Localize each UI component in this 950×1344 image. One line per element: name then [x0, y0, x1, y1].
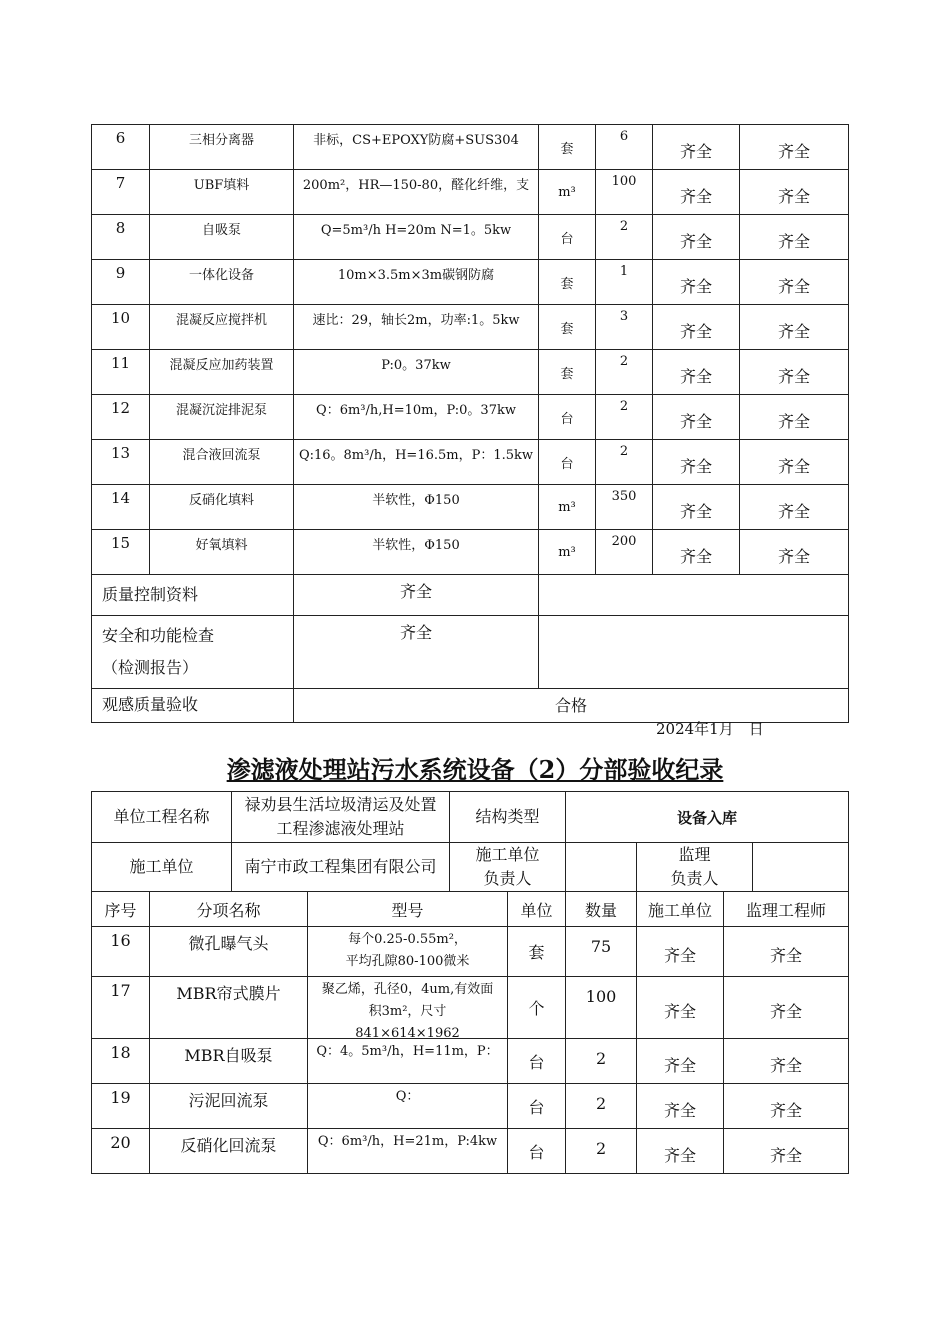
row-supervision-status: 齐全	[724, 1129, 849, 1174]
row-supervision-status: 齐全	[740, 440, 849, 485]
table-row	[92, 125, 849, 170]
row-model-text	[308, 1041, 507, 1063]
row-seq: 12	[92, 395, 150, 440]
row-unit: 台	[539, 215, 596, 260]
row-quantity: 2	[596, 395, 653, 440]
row-item-name: 混凝沉淀排泥泵	[150, 395, 294, 440]
row-item-name: 混凝反应搅拌机	[150, 305, 294, 350]
row-construction-status: 齐全	[653, 485, 740, 530]
row-item-name: 一体化设备	[150, 260, 294, 305]
row-item-name: MBR帘式膜片	[150, 977, 308, 1039]
row-model-line-1: 每个0.25-0.55m²，	[348, 932, 467, 947]
row-quantity: 1	[596, 260, 653, 305]
row-seq: 8	[92, 215, 150, 260]
row-model-text	[308, 1086, 507, 1108]
row-construction-status: 齐全	[653, 125, 740, 170]
safety-check-label-line2: （检测报告）	[102, 658, 199, 677]
row-model-text	[308, 1131, 507, 1153]
appearance-quality-value: 合格	[294, 689, 849, 723]
column-header-name: 分项名称	[150, 892, 308, 927]
row-supervision-status: 齐全	[740, 395, 849, 440]
row-quantity: 200	[596, 530, 653, 575]
structure-type-label: 结构类型	[450, 792, 566, 843]
quality-control-value: 齐全	[294, 575, 539, 616]
row-unit: 套	[539, 305, 596, 350]
contractor-head-label-line2: 负责人	[483, 869, 532, 888]
row-model	[308, 1129, 508, 1174]
contractor-label: 施工单位	[92, 843, 232, 892]
row-seq: 20	[92, 1129, 150, 1174]
row-supervision-status: 齐全	[724, 977, 849, 1039]
row-unit: 台	[539, 395, 596, 440]
row-seq: 6	[92, 125, 150, 170]
row-unit: 套	[539, 125, 596, 170]
row-construction-status: 齐全	[637, 977, 724, 1039]
row-supervision-status: 齐全	[740, 485, 849, 530]
row-model	[308, 1039, 508, 1084]
column-header-construction: 施工单位	[637, 892, 724, 927]
row-construction-status: 齐全	[653, 260, 740, 305]
row-model: 速比：29，轴长2m，功率:1。5kw	[294, 305, 539, 350]
row-construction-status: 齐全	[653, 395, 740, 440]
equipment-table-continued	[91, 124, 849, 723]
unit-project-value-line1: 禄劝县生活垃圾清运及处置	[244, 795, 437, 814]
row-item-name: 好氧填料	[150, 530, 294, 575]
row-item-name: 混凝反应加药装置	[150, 350, 294, 395]
row-seq: 15	[92, 530, 150, 575]
row-model	[308, 977, 508, 1039]
column-header-model: 型号	[308, 892, 508, 927]
table-row	[92, 927, 849, 977]
row-supervision-status: 齐全	[740, 125, 849, 170]
row-model-line-1: Q：6m³/h，H=21m，P:4kw	[317, 1134, 498, 1149]
row-unit: 套	[508, 927, 566, 977]
row-unit: m³	[539, 530, 596, 575]
row-item-name: 反硝化回流泵	[150, 1129, 308, 1174]
row-unit: 套	[539, 260, 596, 305]
row-quantity: 75	[566, 927, 637, 977]
row-seq: 13	[92, 440, 150, 485]
row-seq: 17	[92, 977, 150, 1039]
row-construction-status: 齐全	[653, 530, 740, 575]
table-row	[92, 215, 849, 260]
supervisor-head-value	[753, 843, 849, 892]
row-construction-status: 齐全	[653, 215, 740, 260]
row-seq: 11	[92, 350, 150, 395]
page-title	[0, 750, 950, 785]
row-supervision-status: 齐全	[740, 350, 849, 395]
row-quantity: 2	[596, 350, 653, 395]
acceptance-record-table	[91, 791, 849, 1174]
row-construction-status: 齐全	[637, 1084, 724, 1129]
column-header-supervisor: 监理工程师	[724, 892, 849, 927]
row-quantity: 100	[566, 977, 637, 1039]
quality-control-remark	[539, 575, 849, 616]
row-seq: 10	[92, 305, 150, 350]
row-construction-status: 齐全	[653, 305, 740, 350]
row-quantity: 2	[596, 440, 653, 485]
row-supervision-status: 齐全	[740, 305, 849, 350]
row-model-line-1: 聚乙烯，孔径0，4um,有效面	[321, 982, 494, 997]
table-row	[92, 350, 849, 395]
row-quantity: 2	[566, 1084, 637, 1129]
row-item-name: 污泥回流泵	[150, 1084, 308, 1129]
row-supervision-status: 齐全	[740, 260, 849, 305]
row-model-line-1: Q：4。5m³/h，H=11m，P：	[316, 1044, 499, 1059]
row-seq: 14	[92, 485, 150, 530]
safety-check-label-line1: 安全和功能检查	[102, 626, 215, 645]
row-construction-status: 齐全	[637, 927, 724, 977]
table-row	[92, 170, 849, 215]
table-row	[92, 440, 849, 485]
row-model: Q:16。8m³/h，H=16.5m，P：1.5kw	[294, 440, 539, 485]
table-row	[92, 1129, 849, 1174]
row-model	[308, 1084, 508, 1129]
row-supervision-status: 齐全	[724, 1084, 849, 1129]
row-supervision-status: 齐全	[740, 170, 849, 215]
row-supervision-status: 齐全	[724, 1039, 849, 1084]
row-seq: 16	[92, 927, 150, 977]
row-unit: 套	[539, 350, 596, 395]
table-row	[92, 485, 849, 530]
row-model: 10m×3.5m×3m碳钢防腐	[294, 260, 539, 305]
row-quantity: 2	[566, 1039, 637, 1084]
supervisor-head-label	[637, 843, 753, 892]
safety-check-remark	[539, 616, 849, 689]
row-unit: 个	[508, 977, 566, 1039]
row-item-name: UBF填料	[150, 170, 294, 215]
row-construction-status: 齐全	[637, 1039, 724, 1084]
row-model: Q：6m³/h,H=10m，P:0。37kw	[294, 395, 539, 440]
row-item-name: 微孔曝气头	[150, 927, 308, 977]
row-item-name: 反硝化填料	[150, 485, 294, 530]
row-construction-status: 齐全	[653, 170, 740, 215]
unit-project-value-line2: 工程渗滤液处理站	[276, 819, 405, 838]
row-model: 200m²，HR—150-80，醛化纤维，支	[294, 170, 539, 215]
row-model-line-2: 平均孔隙80-100微米	[345, 954, 470, 969]
row-model: 半软性，Φ150	[294, 485, 539, 530]
column-header-qty: 数量	[566, 892, 637, 927]
table-row	[92, 305, 849, 350]
unit-project-value	[232, 792, 450, 843]
appearance-quality-label: 观感质量验收	[92, 689, 294, 723]
row-item-name: 混合液回流泵	[150, 440, 294, 485]
quality-control-label: 质量控制资料	[92, 575, 294, 616]
row-quantity: 2	[596, 215, 653, 260]
column-header-seq: 序号	[92, 892, 150, 927]
row-model: 半软性，Φ150	[294, 530, 539, 575]
row-model-line-1: Q：	[395, 1089, 420, 1104]
row-seq: 19	[92, 1084, 150, 1129]
safety-check-label	[92, 616, 294, 689]
row-quantity: 350	[596, 485, 653, 530]
row-construction-status: 齐全	[653, 350, 740, 395]
row-supervision-status: 齐全	[724, 927, 849, 977]
row-unit: 台	[508, 1084, 566, 1129]
row-quantity: 3	[596, 305, 653, 350]
page-title-text: 渗滤液处理站污水系统设备（2）分部验收纪录	[226, 755, 724, 784]
column-header-unit: 单位	[508, 892, 566, 927]
row-quantity: 2	[566, 1129, 637, 1174]
contractor-head-value	[566, 843, 637, 892]
row-unit: 台	[539, 440, 596, 485]
row-unit: m³	[539, 485, 596, 530]
contractor-value: 南宁市政工程集团有限公司	[232, 843, 450, 892]
supervisor-head-label-line1: 监理	[678, 845, 711, 864]
supervisor-head-label-line2: 负责人	[670, 869, 719, 888]
row-seq: 7	[92, 170, 150, 215]
table-row	[92, 395, 849, 440]
table-row	[92, 1084, 849, 1129]
row-model-line-3: 841×614×1962	[355, 1026, 460, 1037]
table-row	[92, 530, 849, 575]
row-model-line-2: 积3m²，尺寸	[368, 1004, 447, 1019]
table-row	[92, 977, 849, 1039]
table-row	[92, 1039, 849, 1084]
contractor-head-label-line1: 施工单位	[475, 845, 540, 864]
row-model: Q=5m³/h H=20m N=1。5kw	[294, 215, 539, 260]
row-model	[308, 927, 508, 977]
row-supervision-status: 齐全	[740, 530, 849, 575]
row-item-name: 自吸泵	[150, 215, 294, 260]
unit-project-label: 单位工程名称	[92, 792, 232, 843]
structure-type-value: 设备入库	[566, 792, 849, 843]
row-supervision-status: 齐全	[740, 215, 849, 260]
table-row	[92, 260, 849, 305]
row-item-name: 三相分离器	[150, 125, 294, 170]
row-model-text	[308, 979, 507, 1037]
row-quantity: 6	[596, 125, 653, 170]
row-seq: 9	[92, 260, 150, 305]
row-model: P:0。37kw	[294, 350, 539, 395]
row-quantity: 100	[596, 170, 653, 215]
row-unit: 台	[508, 1039, 566, 1084]
row-unit: m³	[539, 170, 596, 215]
row-unit: 台	[508, 1129, 566, 1174]
row-seq: 18	[92, 1039, 150, 1084]
safety-check-value: 齐全	[294, 616, 539, 689]
row-construction-status: 齐全	[653, 440, 740, 485]
acceptance-date: 2024年1月 日	[656, 720, 764, 738]
row-model-text	[308, 929, 507, 973]
row-construction-status: 齐全	[637, 1129, 724, 1174]
contractor-head-label	[450, 843, 566, 892]
row-model: 非标，CS+EPOXY防腐+SUS304	[294, 125, 539, 170]
row-item-name: MBR自吸泵	[150, 1039, 308, 1084]
